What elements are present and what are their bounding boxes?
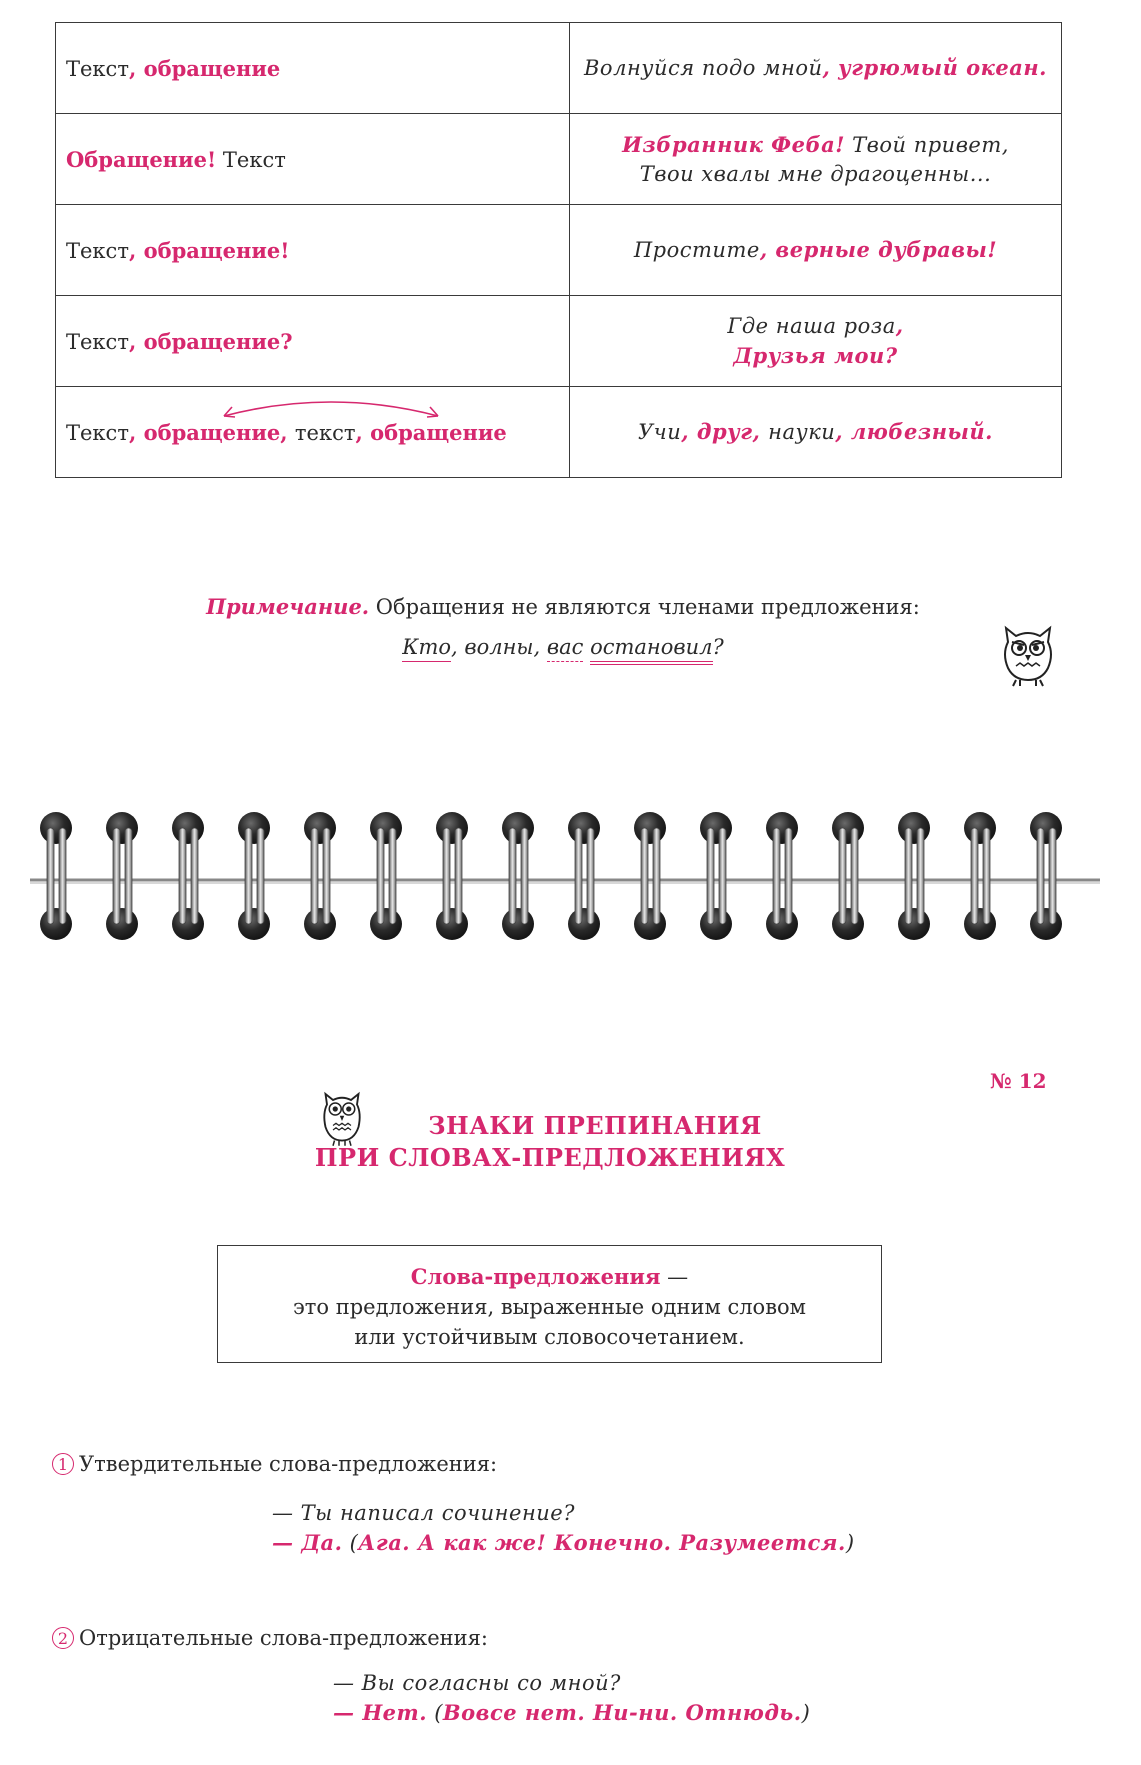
pattern-text xyxy=(66,420,507,445)
pattern-plain: Текст xyxy=(66,420,129,445)
example-cell xyxy=(570,296,1062,387)
example-line xyxy=(570,311,1061,341)
double-arrow-arc-icon xyxy=(216,392,446,422)
example-highlight: , любезный. xyxy=(835,419,993,444)
item-2-dialog xyxy=(333,1668,810,1728)
example-plain: Учи xyxy=(638,420,682,444)
example-cell xyxy=(570,114,1062,205)
spiral-ring xyxy=(502,812,534,940)
example-cell xyxy=(570,205,1062,296)
example-line xyxy=(570,53,1061,83)
owl-icon xyxy=(996,620,1060,688)
spiral-ring xyxy=(436,812,468,940)
spiral-rings xyxy=(40,812,1062,940)
example-highlight: , xyxy=(895,313,904,338)
answer-dash: — xyxy=(272,1530,302,1555)
spiral-ring xyxy=(40,812,72,940)
example-plain: Твои хвалы мне драгоценны... xyxy=(639,161,992,186)
example-line xyxy=(570,160,1061,189)
pattern-cell xyxy=(56,387,570,478)
spiral-ring xyxy=(766,812,798,940)
example-cell xyxy=(570,387,1062,478)
item-number-badge: 2 xyxy=(52,1627,74,1649)
example-plain: науки xyxy=(768,420,836,444)
object-word: вас xyxy=(547,635,584,662)
example-highlight: , угрюмый океан. xyxy=(822,55,1047,80)
example-highlight: , друг, xyxy=(681,419,769,444)
example-plain: Где наша роза xyxy=(727,314,896,338)
pattern-cell xyxy=(56,205,570,296)
spiral-ring xyxy=(238,812,270,940)
example-line xyxy=(570,341,1061,371)
dialog-answer xyxy=(272,1528,855,1558)
answer-word: Да. xyxy=(301,1530,343,1555)
item-1-title: Утвердительные слова-предложения: xyxy=(79,1452,498,1476)
example-plain: Твой привет, xyxy=(844,132,1009,157)
paren-close: ) xyxy=(801,1701,811,1725)
answer-alternatives: Ага. А как же! Конечно. Разумеется. xyxy=(358,1530,846,1555)
definition-term: Слова-предложения xyxy=(410,1264,661,1289)
table-row xyxy=(56,387,1062,478)
spiral-ring xyxy=(832,812,864,940)
spiral-ring xyxy=(898,812,930,940)
pattern-text xyxy=(66,238,290,263)
predicate-word: остановил xyxy=(590,635,712,665)
subject-word: Кто xyxy=(402,635,451,662)
address-part: , волны, xyxy=(451,635,547,659)
answer-alternatives: Вовсе нет. Ни-ни. Отнюдь. xyxy=(442,1700,802,1725)
note-example xyxy=(402,635,724,659)
note-text: Обращения не являются членами предложения: xyxy=(369,595,920,619)
pattern-highlight: , обращение! xyxy=(128,237,290,263)
dialog-question: — Ты написал сочинение? xyxy=(272,1501,575,1525)
paren-close: ) xyxy=(845,1531,855,1555)
pattern-text xyxy=(66,56,280,81)
example-line xyxy=(570,130,1061,160)
dialog-question: — Вы согласны со мной? xyxy=(333,1671,621,1695)
table-row xyxy=(56,296,1062,387)
example-plain: Простите xyxy=(633,238,760,262)
example-cell xyxy=(570,23,1062,114)
section-title-line-2: ПРИ СЛОВАХ-ПРЕДЛОЖЕНИЯХ xyxy=(314,1143,786,1172)
definition-box xyxy=(217,1245,882,1363)
note-label: Примечание. xyxy=(206,594,370,619)
pattern-highlight: Обращение! xyxy=(66,146,217,172)
pattern-text xyxy=(66,329,293,354)
question-mark: ? xyxy=(712,635,724,659)
note-block xyxy=(183,594,943,659)
example-highlight: Друзья мои? xyxy=(733,343,898,368)
pattern-plain: текст xyxy=(294,420,356,445)
spiral-ring xyxy=(700,812,732,940)
item-1-dialog xyxy=(272,1498,855,1558)
spiral-ring xyxy=(370,812,402,940)
item-number-badge: 1 xyxy=(52,1453,74,1475)
punctuation-table xyxy=(55,22,1062,478)
item-2-title: Отрицательные слова-предложения: xyxy=(79,1626,488,1650)
example-highlight: , верные дубравы! xyxy=(759,237,998,262)
definition-line-3: или устойчивым словосочетанием. xyxy=(354,1325,745,1349)
pattern-plain: Текст xyxy=(66,56,129,81)
section-title-line-1: ЗНАКИ ПРЕПИНАНИЯ xyxy=(428,1111,762,1140)
spiral-ring xyxy=(172,812,204,940)
table-row xyxy=(56,23,1062,114)
item-1-heading xyxy=(52,1452,497,1476)
spiral-ring xyxy=(304,812,336,940)
pattern-cell xyxy=(56,114,570,205)
note-line xyxy=(183,594,943,619)
pattern-plain: Текст xyxy=(66,238,129,263)
table-row xyxy=(56,114,1062,205)
table-body xyxy=(56,23,1062,478)
definition-line-2: это предложения, выраженные одним словом xyxy=(293,1295,806,1319)
table-row xyxy=(56,205,1062,296)
example-plain: Волнуйся подо мной xyxy=(584,56,823,80)
pattern-highlight: , обращение xyxy=(355,419,507,445)
section-number: № 12 xyxy=(990,1069,1047,1093)
pattern-cell xyxy=(56,296,570,387)
pattern-highlight: , обращение xyxy=(128,55,281,81)
spiral-ring xyxy=(1030,812,1062,940)
spiral-ring xyxy=(634,812,666,940)
spiral-binding xyxy=(30,808,1100,953)
pattern-highlight: , обращение, xyxy=(128,419,295,445)
spiral-ring xyxy=(964,812,996,940)
example-highlight: Избранник Феба! xyxy=(622,131,845,157)
item-2-heading xyxy=(52,1626,488,1650)
answer-word: Нет. xyxy=(362,1700,428,1725)
paren-open: ( xyxy=(342,1531,359,1555)
dialog-answer xyxy=(333,1698,810,1728)
section-title xyxy=(300,1110,800,1174)
pattern-plain: Текст xyxy=(66,329,129,354)
pattern-highlight: , обращение? xyxy=(128,328,293,354)
definition-dash: — xyxy=(660,1265,689,1289)
answer-dash: — xyxy=(333,1700,363,1725)
paren-open: ( xyxy=(427,1701,443,1725)
spiral-ring xyxy=(568,812,600,940)
spiral-ring xyxy=(106,812,138,940)
example-line xyxy=(570,417,1061,447)
pattern-plain: Текст xyxy=(216,147,286,172)
pattern-cell xyxy=(56,23,570,114)
example-line xyxy=(570,235,1061,265)
pattern-text xyxy=(66,147,286,172)
